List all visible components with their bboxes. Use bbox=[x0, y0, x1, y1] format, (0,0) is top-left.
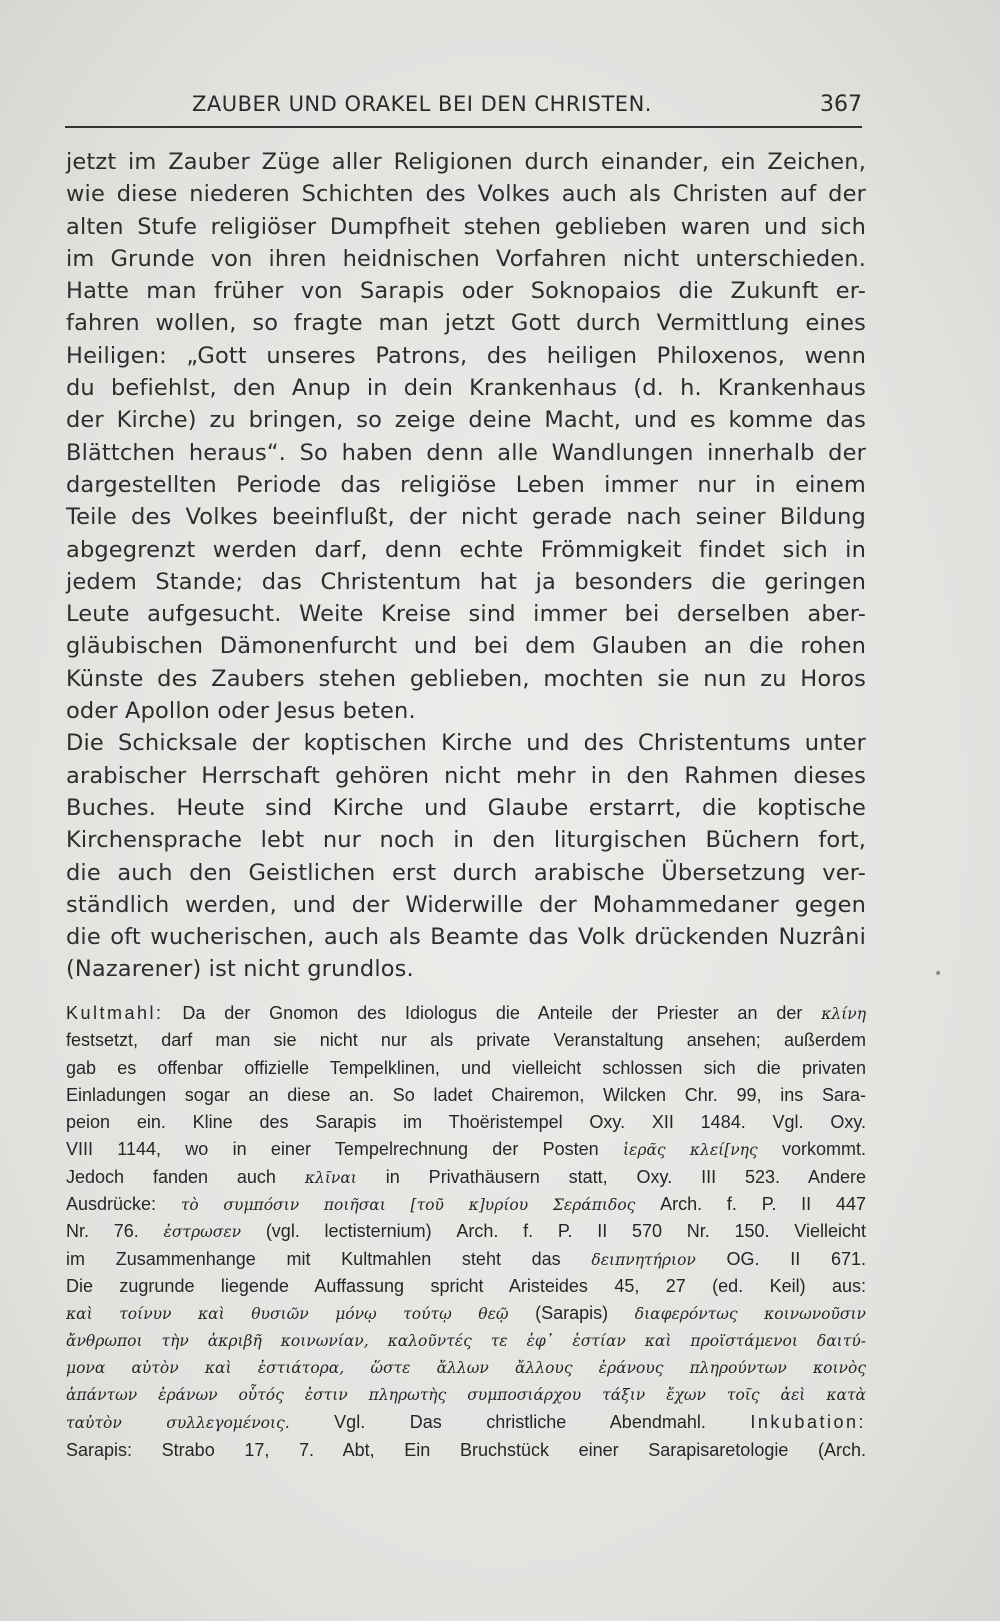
greek-term: κλίνη bbox=[821, 1005, 866, 1023]
greek-quote-line: ἄνθρωποι τὴν ἀκριβῆ κοινωνίαν, καλοῦντές τε ἐφ᾽ ἑστίαν καὶ προϊστάμενοι δαιτύ- bbox=[66, 1331, 866, 1350]
note-line: Einladungen sogar an diese an. So ladet Chairemon, Wilcken Chr. 99, ins Sara- bbox=[66, 1084, 866, 1105]
text-line: (Nazarener) ist nicht grundlos. bbox=[66, 956, 414, 983]
margin-mark: • bbox=[934, 966, 943, 982]
note-text: Vgl. Das christliche Abendmahl. bbox=[334, 1412, 706, 1433]
note-heading: Kultmahl: bbox=[66, 1003, 164, 1023]
notes-section bbox=[66, 1000, 866, 1464]
note-text: Da der Gnomon des Idiologus die Anteile der Priester an der bbox=[182, 1003, 803, 1023]
note-line: peion ein. Kline des Sarapis im Thoëristempel Oxy. XII 1484. Vgl. Oxy. bbox=[66, 1112, 866, 1133]
note-line bbox=[66, 1409, 866, 1436]
note-text: (Sarapis) bbox=[535, 1303, 609, 1324]
note-text: Arch. f. P. II 447 bbox=[660, 1194, 866, 1215]
page-header bbox=[65, 86, 862, 128]
greek-term: κλῖναι bbox=[304, 1168, 357, 1187]
greek-quote-line: ἁπάντων ἐράνων οὗτός ἐστιν πληρωτὴς συμποσιάρχου τάξιν ἔχων τοῖς ἀεὶ κατὰ bbox=[66, 1386, 866, 1405]
text-line: Blättchen heraus“. So haben denn alle Wandlungen innerhalb der bbox=[66, 439, 866, 466]
note-line bbox=[66, 1136, 866, 1163]
text-line: ständlich werden, und der Widerwille der Mohammedaner gegen bbox=[66, 891, 866, 918]
text-line: der Kirche) zu bringen, so zeige deine Macht, und es komme das bbox=[66, 407, 866, 434]
text-line: dargestellten Periode das religiöse Leben immer nur in einem bbox=[66, 471, 866, 498]
text-line: Heiligen: „Gott unseres Patrons, des heiligen Philoxenos, wenn bbox=[66, 342, 866, 369]
note-heading: Inkubation: bbox=[750, 1412, 866, 1433]
greek-term: ἱερᾶς κλεί[νης bbox=[622, 1141, 758, 1160]
text-line: oder Apollon oder Jesus beten. bbox=[66, 698, 416, 725]
text-line: Leute aufgesucht. Weite Kreise sind immer bei derselben aber- bbox=[66, 601, 866, 628]
text-line: im Grunde von ihren heidnischen Vorfahren nicht unterschieden. bbox=[66, 245, 866, 272]
text-line: die oft wucherischen, auch als Beamte das Volk drückenden Nuzrâni bbox=[66, 924, 866, 951]
text-line: Hatte man früher von Sarapis oder Soknopaios die Zukunft er- bbox=[66, 278, 866, 305]
text-line: gläubischen Dämonenfurcht und bei dem Glauben an die rohen bbox=[66, 633, 866, 660]
greek-term: δειπνητήριον bbox=[591, 1250, 696, 1269]
note-text: OG. II 671. bbox=[726, 1248, 866, 1269]
text-line: abgegrenzt werden darf, denn echte Frömmigkeit findet sich in bbox=[66, 536, 866, 563]
text-line: jetzt im Zauber Züge aller Religionen durch einander, ein Zeichen, bbox=[66, 149, 866, 175]
note-text: in Privathäusern statt, Oxy. III 523. Andere bbox=[385, 1166, 866, 1187]
text-line: die auch den Geistlichen erst durch arabische Übersetzung ver- bbox=[66, 859, 866, 886]
note-text: Nr. 76. bbox=[66, 1221, 139, 1242]
note-text: (vgl. lectisternium) Arch. f. P. II 570 Nr. 150. Vielleicht bbox=[265, 1221, 866, 1242]
text-line: wie diese niederen Schichten des Volkes auch als Christen auf der bbox=[66, 181, 866, 208]
note-line: festsetzt, darf man sie nicht nur als private Veranstaltung ansehen; außerdem bbox=[66, 1030, 866, 1051]
greek-quote: ταὐτὸν συλλεγομένοις. bbox=[66, 1414, 290, 1433]
note-line: Die zugrunde liegende Auffassung spricht Aristeides 45, 27 (ed. Keil) aus: bbox=[66, 1275, 866, 1296]
text-line: du befiehlst, den Anup in dein Krankenhaus (d. h. Krankenhaus bbox=[66, 375, 866, 402]
text-line: Teile des Volkes beeinflußt, der nicht gerade nach seiner Bildung bbox=[66, 504, 866, 531]
note-text: VIII 1144, wo in einer Tempelrechnung der Posten bbox=[66, 1139, 599, 1160]
note-line bbox=[66, 1191, 866, 1218]
greek-quote: διαφερόντως κοινωνοῦσιν bbox=[634, 1305, 866, 1324]
note-line bbox=[66, 1164, 866, 1191]
running-title: ZAUBER UND ORAKEL BEI DEN CHRISTEN. bbox=[192, 92, 652, 116]
greek-term: τὸ συμπόσιν ποιῆσαι [τοῦ κ]υρίου Σεράπιδος bbox=[180, 1196, 636, 1215]
text-line: fahren wollen, so fragte man jetzt Gott durch Vermittlung eines bbox=[66, 310, 866, 337]
note-text: Ausdrücke: bbox=[66, 1194, 157, 1215]
text-line: Buches. Heute sind Kirche und Glaube erstarrt, die koptische bbox=[66, 794, 866, 821]
note-line: gab es offenbar offizielle Tempelklinen, und vielleicht schlossen sich die privaten bbox=[66, 1057, 866, 1078]
note-line bbox=[66, 1000, 866, 1027]
page-number: 367 bbox=[820, 92, 862, 117]
note-line: Sarapis: Strabo 17, 7. Abt, Ein Bruchstück einer Sarapisaretologie (Arch. bbox=[66, 1439, 866, 1460]
note-line bbox=[66, 1246, 866, 1273]
note-line bbox=[66, 1218, 866, 1245]
note-text: Jedoch fanden auch bbox=[66, 1166, 276, 1187]
greek-term: ἐστρωσεν bbox=[163, 1223, 242, 1242]
text-line: arabischer Herrschaft gehören nicht mehr in den Rahmen dieses bbox=[66, 762, 866, 789]
note-text: vorkommt. bbox=[781, 1139, 866, 1160]
greek-quote: καὶ τοίνυν καὶ θυσιῶν μόνῳ τούτῳ θεῷ bbox=[66, 1305, 509, 1324]
note-text: im Zusammenhange mit Kultmahlen steht das bbox=[66, 1248, 561, 1269]
text-line: Kirchensprache lebt nur noch in den liturgischen Büchern fort, bbox=[66, 827, 866, 854]
note-line bbox=[66, 1300, 866, 1327]
text-line: Die Schicksale der koptischen Kirche und des Christentums unter bbox=[66, 730, 866, 757]
text-line: Künste des Zaubers stehen geblieben, mochten sie nun zu Horos bbox=[66, 665, 866, 692]
text-line: jedem Stande; das Christentum hat ja besonders die geringen bbox=[66, 568, 866, 595]
greek-quote-line: μονα αὐτὸν καὶ ἑστιάτορα, ὥστε ἄλλων ἄλλους ἐράνους πληρούντων κοινὸς bbox=[66, 1358, 866, 1377]
text-line: alten Stufe religiöser Dumpfheit stehen geblieben waren und sich bbox=[66, 213, 866, 240]
main-text bbox=[66, 146, 866, 986]
